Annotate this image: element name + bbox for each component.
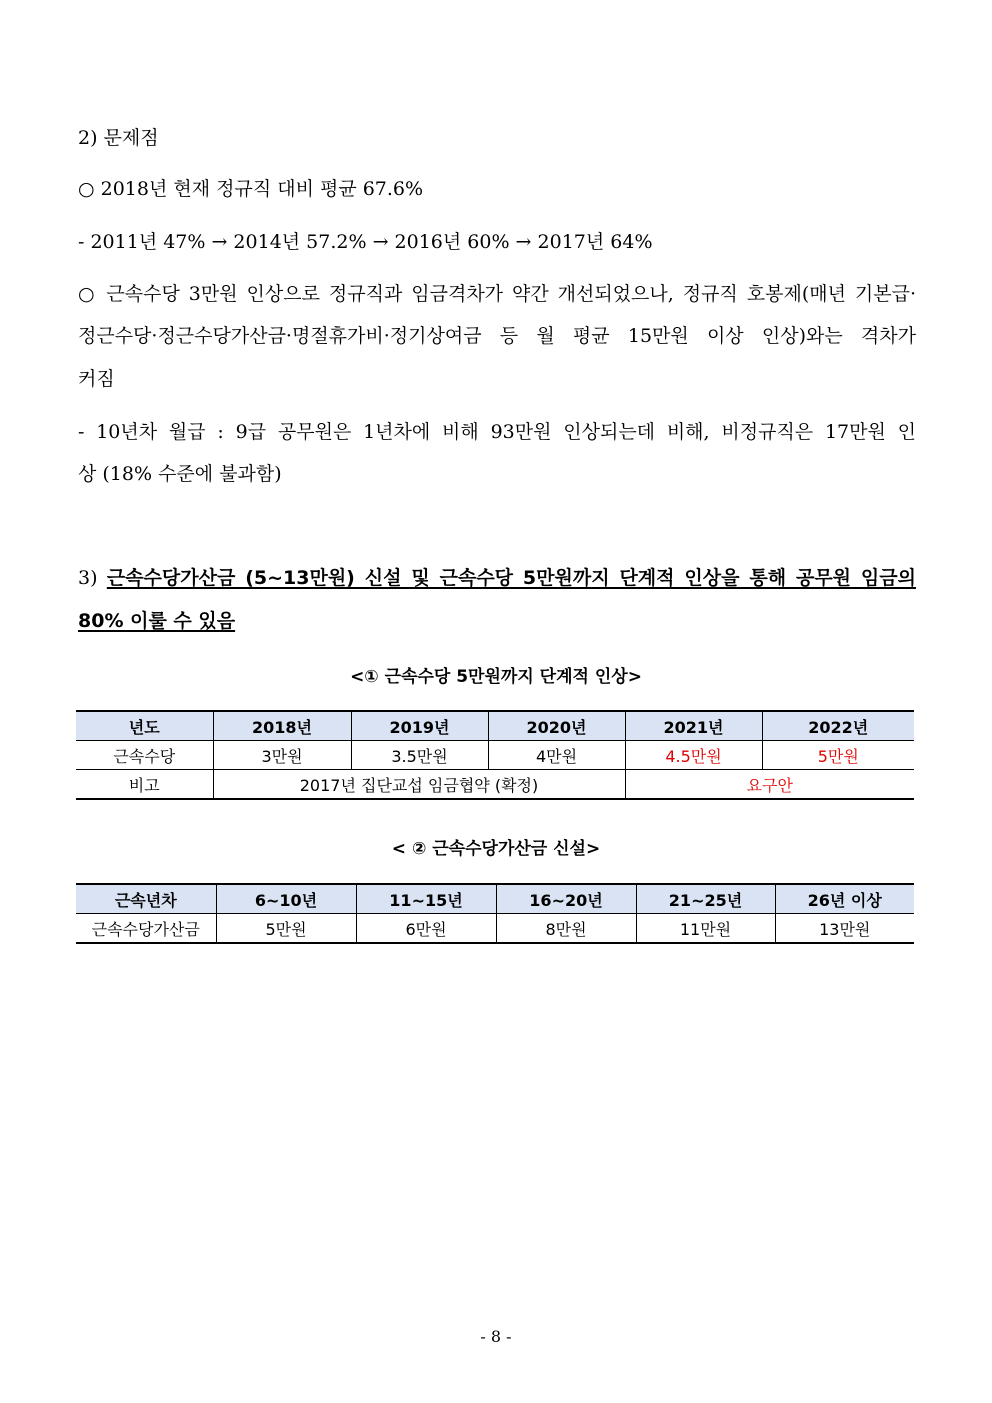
row-label: 비고 (76, 770, 213, 800)
header-cell: 16~20년 (496, 884, 636, 914)
table-cell: 6만원 (356, 914, 496, 944)
table-step-increase (76, 710, 914, 800)
header-cell: 21~25년 (636, 884, 775, 914)
section-3-title-line: 근속수당가산금 (5~13만원) 신설 및 근속수당 5만원까지 단계적 인상을 통해 공무원 임금의 (106, 567, 916, 589)
section-3-number: 3) (78, 567, 107, 589)
bullet-item-line: 정근수당·정근수당가산금·명절휴가비·정기상여금 등 월 평균 15만원 이상 인상)와는 격차가 (78, 325, 916, 347)
header-cell: 26년 이상 (775, 884, 914, 914)
row-label: 근속수당가산금 (76, 914, 216, 944)
table-row (76, 914, 914, 944)
table-seniority-allowance (76, 883, 914, 944)
agreed-note: 2017년 집단교섭 임금협약 (확정) (213, 770, 625, 800)
bullet-item: ○ 2018년 현재 정규직 대비 평균 67.6% (78, 178, 424, 200)
sub-item: - 2011년 47% → 2014년 57.2% → 2016년 60% → 2017년 64% (78, 231, 653, 253)
table-row (76, 770, 914, 800)
section-3-title-line: 80% 이룰 수 있음 (78, 610, 236, 632)
table-cell: 4만원 (488, 741, 625, 770)
sub-item-line: - 10년차 월급 : 9급 공무원은 1년차에 비해 93만원 인상되는데 비해, 비정규직은 17만원 인 (78, 421, 916, 443)
header-cell: 6~10년 (216, 884, 356, 914)
table-cell: 11만원 (636, 914, 775, 944)
bullet-item-line: ○ 근속수당 3만원 인상으로 정규직과 임금격차가 약간 개선되었으나, 정규직 호봉제(매년 기본급· (78, 283, 916, 305)
table-cell: 3.5만원 (351, 741, 488, 770)
header-cell: 2018년 (213, 711, 351, 741)
table-cell: 5만원 (216, 914, 356, 944)
page-number: - 8 - (480, 1327, 512, 1346)
header-cell: 2019년 (351, 711, 488, 741)
section-3-title (78, 567, 916, 589)
header-cell: 근속년차 (76, 884, 216, 914)
header-cell: 11~15년 (356, 884, 496, 914)
table-header-row (76, 884, 914, 914)
table-cell-highlight: 4.5만원 (625, 741, 762, 770)
table-header-row (76, 711, 914, 741)
table-cell: 13만원 (775, 914, 914, 944)
header-cell: 년도 (76, 711, 213, 741)
table-cell: 3만원 (213, 741, 351, 770)
row-label: 근속수당 (76, 741, 213, 770)
table-cell-highlight: 5만원 (762, 741, 914, 770)
table-2-caption: < ② 근속수당가산금 신설> (391, 839, 601, 859)
header-cell: 2022년 (762, 711, 914, 741)
bullet-item-line: 커짐 (78, 368, 115, 390)
sub-item-line: 상 (18% 수준에 불과함) (78, 463, 282, 485)
table-cell: 8만원 (496, 914, 636, 944)
table-1-caption: <① 근속수당 5만원까지 단계적 인상> (350, 667, 642, 687)
header-cell: 2020년 (488, 711, 625, 741)
demand-note: 요구안 (625, 770, 914, 800)
table-row (76, 741, 914, 770)
section-2-heading: 2) 문제점 (78, 127, 159, 149)
section-3-title-cont (78, 610, 916, 632)
header-cell: 2021년 (625, 711, 762, 741)
